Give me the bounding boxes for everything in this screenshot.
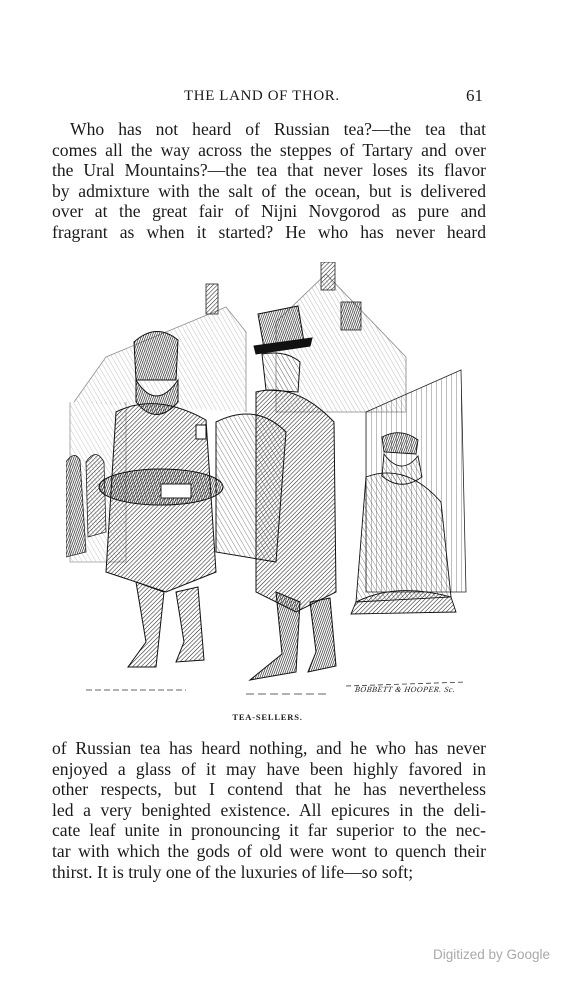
- paragraph-line: enjoyed a glass of it may have been highly favored in: [52, 758, 486, 779]
- paragraph-line: the Ural Mountains?—the tea that never loses its flavor: [52, 160, 486, 181]
- paragraph-line: led a very benighted existence. All epicures in the deli-: [52, 799, 486, 820]
- tea-sellers-engraving: [66, 262, 476, 702]
- engraver-signature: BOBBETT & HOOPER. Sc.: [354, 685, 456, 694]
- paragraph-line: other respects, but I contend that he has nevertheless: [52, 779, 486, 800]
- paragraph-line: by admixture with the salt of the ocean, but is delivered: [52, 180, 486, 201]
- paragraph-line: Who has not heard of Russian tea?—the tea that: [70, 119, 486, 139]
- digitized-watermark: Digitized by Google: [433, 947, 551, 962]
- paragraph-line: cate leaf unite in pronouncing it far superior to the nec-: [52, 820, 486, 841]
- running-head: [0, 86, 575, 108]
- paragraph-2: [52, 738, 486, 882]
- running-title: THE LAND OF THOR.: [184, 88, 340, 104]
- paragraph-line: thirst. It is truly one of the luxuries of life—so soft;: [52, 861, 414, 882]
- paragraph-line: of Russian tea has heard nothing, and he who has never: [52, 738, 486, 758]
- paragraph-line: comes all the way across the steppes of Tartary and over: [52, 139, 486, 160]
- paragraph-line: fragrant as when it started? He who has never heard: [52, 221, 486, 242]
- page-number: 61: [466, 86, 483, 105]
- paragraph-1: [52, 119, 486, 243]
- paragraph-line: tar with which the gods of old were wont to quench their: [52, 840, 486, 861]
- figure-caption: TEA-SELLERS.: [232, 712, 303, 722]
- paragraph-line: over at the great fair of Nijni Novgorod as pure and: [52, 201, 486, 222]
